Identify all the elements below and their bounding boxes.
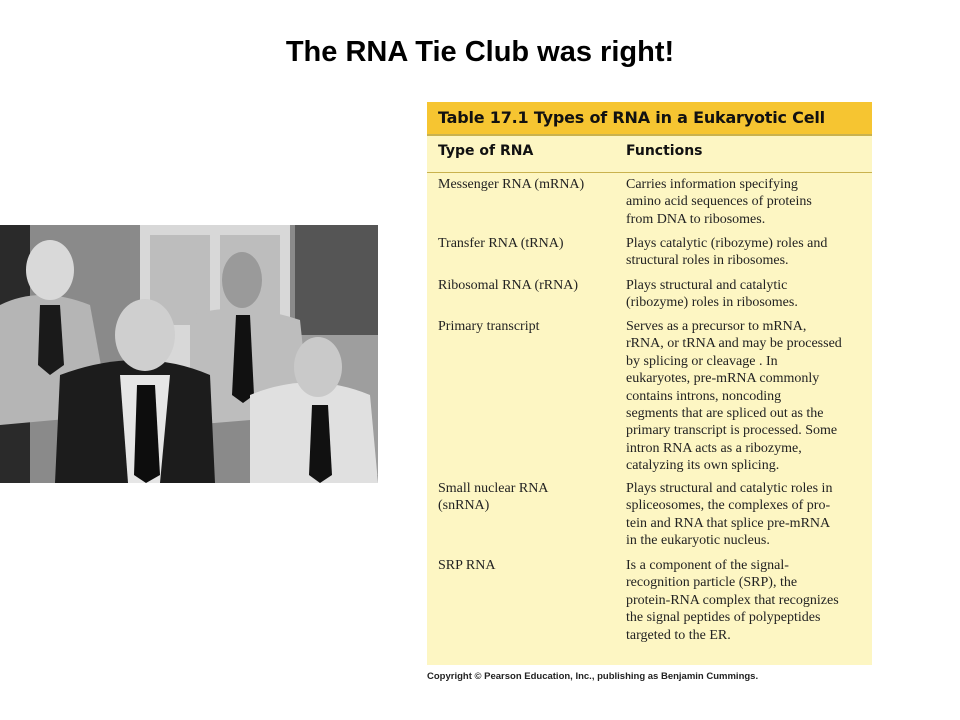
rna-type — [438, 557, 618, 574]
person-top-left-tie — [38, 305, 64, 375]
function-line: amino acid sequences of proteins — [626, 194, 812, 210]
rna-type-line: SRP RNA — [438, 558, 496, 573]
function-line: intron RNA acts as a ribozyme, — [626, 440, 802, 456]
rna-type — [438, 235, 618, 252]
function-line: protein-RNA complex that recognizes — [626, 592, 839, 608]
function-line: structural roles in ribosomes. — [626, 253, 789, 269]
function-line: Plays structural and catalytic roles in — [626, 481, 833, 496]
function-line: contains introns, noncoding — [626, 388, 782, 404]
rna-type-line: Transfer RNA (tRNA) — [438, 236, 564, 251]
person-top-left-head — [26, 240, 74, 300]
function-line: tein and RNA that splice pre-mRNA — [626, 515, 831, 531]
rna-functions — [626, 235, 866, 270]
function-line: catalyzing its own splicing. — [626, 458, 780, 474]
person-front-center-head — [115, 299, 175, 371]
function-line: primary transcript is processed. Some — [626, 423, 838, 439]
rna-type — [438, 176, 618, 193]
rna-type — [438, 318, 618, 335]
function-line: (ribozyme) roles in ribosomes. — [626, 295, 798, 311]
person-back-center-head — [222, 252, 262, 308]
function-line: in the eukaryotic nucleus. — [626, 533, 770, 549]
rna-functions — [626, 277, 866, 312]
rna-type — [438, 277, 618, 294]
rna-functions — [626, 480, 866, 550]
rna-type — [438, 480, 618, 515]
column-headers — [427, 134, 872, 173]
rna-type-line: Ribosomal RNA (rRNA) — [438, 278, 578, 293]
function-line: Plays structural and catalytic — [626, 278, 788, 293]
function-line: the signal peptides of polypeptides — [626, 610, 821, 626]
rna-functions — [626, 176, 866, 228]
function-line: from DNA to ribosomes. — [626, 211, 766, 227]
rna-type-line: (snRNA) — [438, 498, 490, 514]
rna-type-line: Primary transcript — [438, 319, 540, 334]
rna-functions — [626, 318, 866, 475]
rna-type-line: Messenger RNA (mRNA) — [438, 177, 585, 192]
function-line: eukaryotes, pre-mRNA commonly — [626, 371, 820, 387]
table-title: Table 17.1 Types of RNA in a Eukaryotic Cell — [438, 108, 825, 127]
function-line: Serves as a precursor to mRNA, — [626, 319, 807, 334]
column-header-functions: Functions — [626, 143, 703, 159]
person-front-right-head — [294, 337, 342, 397]
function-line: spliceosomes, the complexes of pro- — [626, 498, 831, 514]
rna-functions — [626, 557, 866, 644]
function-line: Plays catalytic (ribozyme) roles and — [626, 236, 828, 251]
copyright-notice: Copyright © Pearson Education, Inc., publishing as Benjamin Cummings. — [427, 671, 759, 682]
function-line: Carries information specifying — [626, 177, 798, 192]
table-header-bar — [427, 102, 872, 134]
rna-types-table — [427, 102, 872, 665]
person-front-right-tie — [309, 405, 332, 483]
function-line: recognition particle (SRP), the — [626, 575, 798, 591]
photo-illustration — [0, 225, 378, 483]
column-header-type: Type of RNA — [438, 143, 534, 159]
function-line: rRNA, or tRNA and may be processed — [626, 336, 842, 352]
function-line: segments that are spliced out as the — [626, 406, 824, 422]
function-line: Is a component of the signal- — [626, 558, 789, 573]
slide-title: The RNA Tie Club was right! — [285, 36, 675, 68]
function-line: targeted to the ER. — [626, 627, 731, 643]
rna-type-line: Small nuclear RNA — [438, 481, 549, 496]
group-photo — [0, 225, 378, 483]
function-line: by splicing or cleavage . In — [626, 353, 778, 369]
